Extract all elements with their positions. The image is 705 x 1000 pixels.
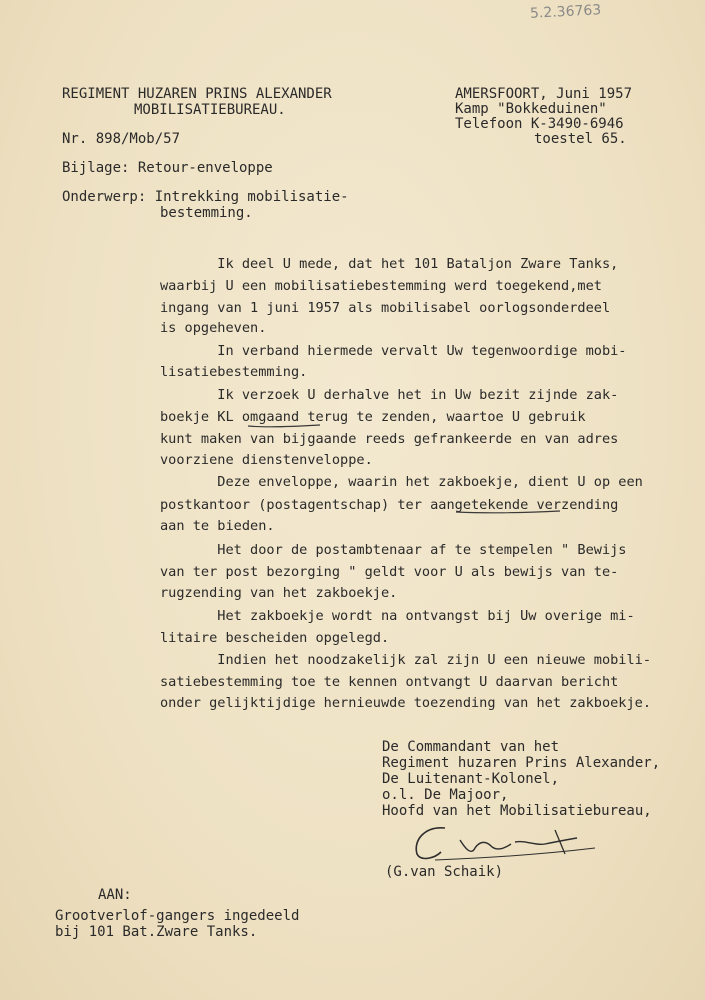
body-line: onder gelijktijdige hernieuwde toezending van het zakboekje.	[160, 695, 652, 711]
body-line: rugzending van het zakboekje.	[160, 585, 398, 601]
body-line: Het door de postambtenaar af te stempelen " Bewijs	[160, 542, 627, 558]
place-date-line-2: Kamp "Bokkeduinen"	[455, 101, 607, 117]
body-line: Indien het noodzakelijk zal zijn U een nieuwe mobili-	[160, 652, 652, 668]
reference-number: Nr. 898/Mob/57	[62, 131, 181, 147]
recipient-line-1: Grootverlof-gangers ingedeeld	[55, 908, 300, 924]
body-line: kunt maken van bijgaande reeds gefrankeerde en van adres	[160, 431, 619, 447]
subject-line-1: Onderwerp: Intrekking mobilisatie-	[62, 189, 349, 205]
body-line: Ik verzoek U derhalve het in Uw bezit zijnde zak-	[160, 387, 619, 403]
body-line: Het zakboekje wordt na ontvangst bij Uw overige mi-	[160, 608, 635, 624]
body-line: satiebestemming toe te kennen ontvangt U daarvan bericht	[160, 674, 619, 690]
body-line: Ik deel U mede, dat het 101 Bataljon Zware Tanks,	[160, 256, 619, 272]
closing-line-1: De Commandant van het	[382, 739, 560, 755]
signature	[405, 818, 605, 868]
place-date-line-3: Telefoon K-3490-6946	[455, 116, 624, 132]
body-line: postkantoor (postagentschap) ter aangetekende verzending	[160, 497, 619, 513]
body-line: van ter post bezorging " geldt voor U als bewijs van te-	[160, 564, 619, 580]
place-date-line-4: toestel 65.	[534, 131, 627, 147]
sender-line-1: REGIMENT HUZAREN PRINS ALEXANDER	[62, 86, 332, 102]
sender-line-2: MOBILISATIEBUREAU.	[134, 102, 286, 118]
recipient-line-2: bij 101 Bat.Zware Tanks.	[55, 924, 258, 940]
recipient-label: AAN:	[98, 887, 132, 903]
body-line: boekje KL omgaand terug te zenden, waartoe U gebruik	[160, 409, 586, 425]
body-line: is opgeheven.	[160, 320, 267, 336]
body-line: ingang van 1 juni 1957 als mobilisabel oorlogsonderdeel	[160, 300, 611, 316]
body-line: lisatiebestemming.	[160, 364, 308, 380]
body-line: Deze enveloppe, waarin het zakboekje, dient U op een	[160, 474, 643, 490]
closing-line-3: De Luitenant-Kolonel,	[382, 771, 560, 787]
body-line: aan te bieden.	[160, 518, 275, 534]
body-line: In verband hiermede vervalt Uw tegenwoordige mobi-	[160, 343, 627, 359]
closing-line-2: Regiment huzaren Prins Alexander,	[382, 755, 661, 771]
closing-line-4: o.l. De Majoor,	[382, 787, 509, 803]
signatory-name: (G.van Schaik)	[385, 864, 504, 880]
subject-line-2: bestemming.	[160, 205, 253, 221]
pencil-archive-note: 5.2.36763	[529, 2, 602, 22]
place-date-line-1: AMERSFOORT, Juni 1957	[455, 86, 633, 102]
closing-line-5: Hoofd van het Mobilisatiebureau,	[382, 803, 652, 819]
body-line: voorziene dienstenveloppe.	[160, 452, 373, 468]
body-line: litaire bescheiden opgelegd.	[160, 630, 390, 646]
attachment-line: Bijlage: Retour-enveloppe	[62, 160, 273, 176]
body-line: waarbij U een mobilisatiebestemming werd toegekend,met	[160, 278, 602, 294]
